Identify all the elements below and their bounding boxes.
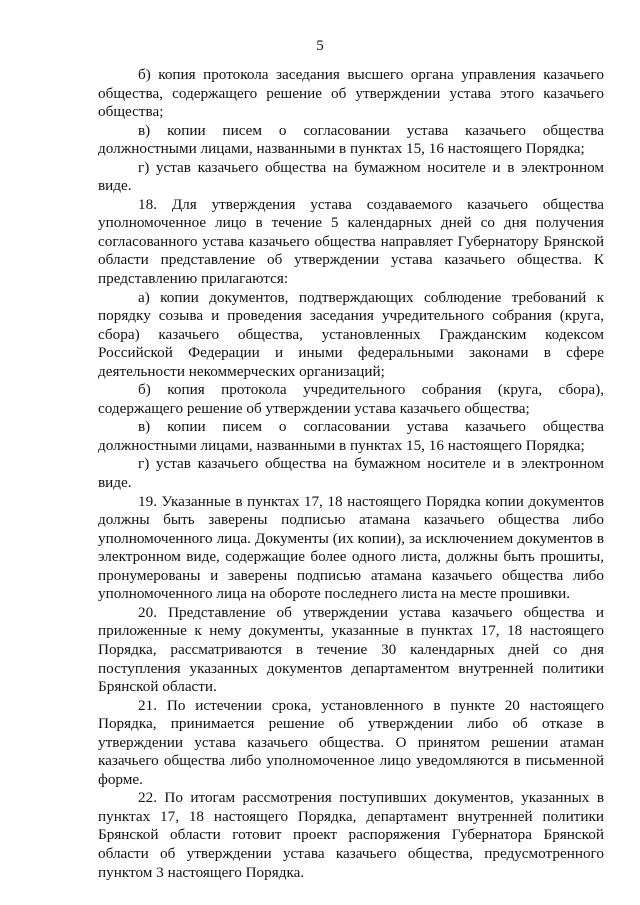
paragraph-18v: в) копии писем о согласовании устава казачьего общества должностными лицами, названными в пунктах 15, 16 настоящего Порядка;	[98, 418, 604, 454]
paragraph-18a: а) копии документов, подтверждающих соблюдение требований к порядку созыва и проведения заседания учредительного собрания (круга, сбора) казачьего общества, установленных Гражданским кодексом Российской Федерации и иными федеральными законами в сфере деятельности некоммерческих организаций;	[98, 288, 604, 380]
page-number: 5	[316, 38, 324, 54]
paragraph-18: 18. Для утверждения устава создаваемого казачьего общества уполномоченное лицо в течение 5 календарных дней со дня получения согласованного устава казачьего общества направляет Губернатору Брянской области представление об утверждении устава казачьего общества. К представлению прилагаются:	[98, 195, 604, 288]
paragraph-18g: г) устав казачьего общества на бумажном носителе и в электронном виде.	[98, 455, 604, 492]
paragraph-17g: г) устав казачьего общества на бумажном носителе и в электронном виде.	[98, 158, 604, 195]
paragraph-19: 19. Указанные в пунктах 17, 18 настоящего Порядка копии документов должны быть заверены подписью атамана казачьего общества либо уполномоченного лица. Документы (их копии), за исключением документов в электронном виде, содержащие более одного листа, должны быть прошиты, пронумерованы и заверены подписью атамана казачьего общества либо уполномоченного лица на обороте последнего листа на месте прошивки.	[98, 492, 604, 603]
paragraph-20: 20. Представление об утверждении устава казачьего общества и приложенные к нему документы, указанные в пунктах 17, 18 настоящего Порядка, рассматриваются в течение 30 календарных дней со дня поступления указанных документов департаментом внутренней политики Брянской области.	[98, 603, 604, 696]
document-body	[98, 66, 604, 882]
paragraph-17b: б) копия протокола заседания высшего органа управления казачьего общества, содержащего решение об утверждении устава этого казачьего общества;	[98, 66, 604, 121]
paragraph-18b: б) копия протокола учредительного собрания (круга, сбора), содержащего решение об утверждении устава казачьего общества;	[98, 381, 604, 417]
paragraph-17v: в) копии писем о согласовании устава казачьего общества должностными лицами, названными в пунктах 15, 16 настоящего Порядка;	[98, 121, 604, 158]
paragraph-21: 21. По истечении срока, установленного в пункте 20 настоящего Порядка, принимается решение об утверждении либо об отказе в утверждении устава казачьего общества. О принятом решении атаман казачьего общества либо уполномоченное лицо уведомляются в письменной форме.	[98, 696, 604, 788]
paragraph-22: 22. По итогам рассмотрения поступивших документов, указанных в пунктах 17, 18 настоящего Порядка, департамент внутренней политики Брянской области готовит проект распоряжения Губернатора Брянской области об утверждении устава казачьего общества, предусмотренного пунктом 3 настоящего Порядка.	[98, 789, 604, 881]
